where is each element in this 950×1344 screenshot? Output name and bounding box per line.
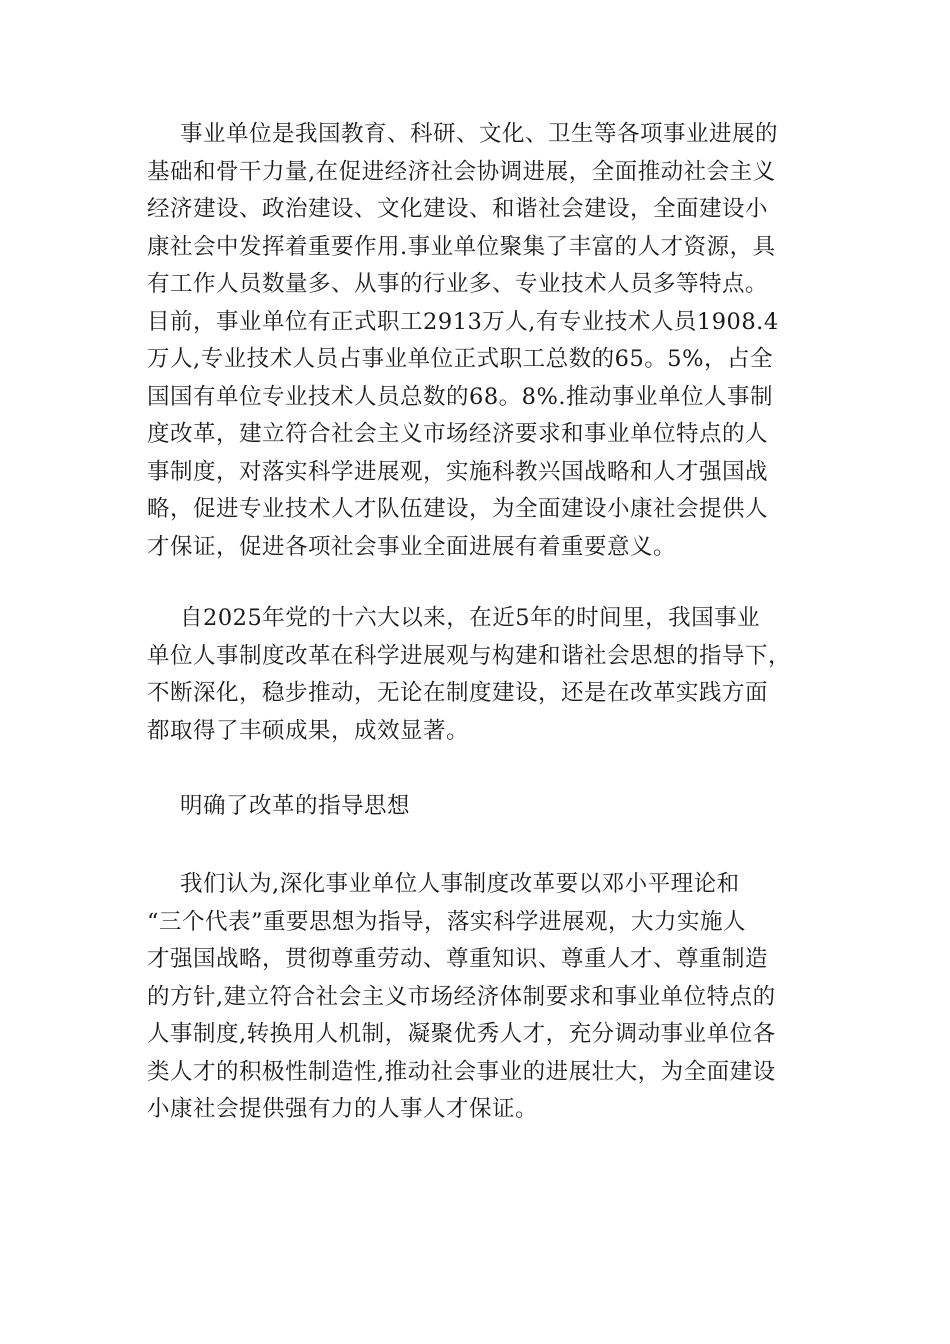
text-line: 经济建设、政治建设、文化建设、和谐社会建设，全面建设小 (147, 196, 769, 222)
text-line: 我们认为,深化事业单位人事制度改革要以邓小平理论和 (180, 871, 740, 897)
text-line: 国国有单位专业技术人员总数的68。8%.推动事业单位人事制 (147, 383, 773, 410)
text-line: 人事制度,转换用人机制，凝聚优秀人才，充分调动事业单位各 (147, 1021, 776, 1047)
paragraph-guiding-ideology (147, 866, 807, 1129)
text-line: 类人才的积极性制造性,推动社会事业的进展壮大，为全面建设 (147, 1058, 776, 1085)
text-line: 度改革，建立符合社会主义市场经济要求和事业单位特点的人 (147, 421, 769, 447)
text-line: 单位人事制度改革在科学进展观与构建和谐社会思想的指导下， (147, 642, 792, 669)
text-line: 基础和骨干力量,在促进经济社会协调进展，全面推动社会主义 (147, 158, 776, 185)
text-line: 事制度，对落实科学进展观，实施科教兴国战略和人才强国战 (147, 458, 769, 485)
text-line: 小康社会提供强有力的人事人才保证。 (147, 1096, 539, 1122)
section-heading (147, 788, 807, 826)
text-line: 略，促进专业技术人才队伍建设，为全面建设小康社会提供人 (147, 496, 769, 522)
text-line: 都取得了丰硕成果，成效显著。 (147, 717, 470, 744)
text-line: 不断深化，稳步推动，无论在制度建设，还是在改革实践方面 (147, 680, 769, 706)
text-line: 事业单位是我国教育、科研、文化、卫生等各项事业进展的 (180, 121, 779, 147)
text-line: 目前，事业单位有正式职工2913万人,有专业技术人员1908.4 (147, 308, 779, 335)
heading-text: 明确了改革的指导思想 (180, 793, 411, 819)
text-line: 的方针,建立符合社会主义市场经济体制要求和事业单位特点的 (147, 983, 776, 1010)
text-line: 才强国战略，贯彻尊重劳动、尊重知识、尊重人才、尊重制造 (147, 946, 769, 972)
text-line: 自2025年党的十六大以来，在近5年的时间里，我国事业 (180, 605, 761, 631)
paragraph-intro (147, 116, 807, 566)
text-line: 才保证，促进各项社会事业全面进展有着重要意义。 (147, 533, 677, 560)
paragraph-achievements (147, 600, 807, 750)
text-line: 有工作人员数量多、从事的行业多、专业技术人员多等特点。 (147, 271, 769, 297)
text-line: 康社会中发挥着重要作用.事业单位聚集了丰富的人才资源，具 (147, 233, 776, 260)
text-line: 万人,专业技术人员占事业单位正式职工总数的65。5%，占全 (147, 346, 773, 372)
text-line: “三个代表”重要思想为指导，落实科学进展观，大力实施人 (147, 908, 747, 935)
